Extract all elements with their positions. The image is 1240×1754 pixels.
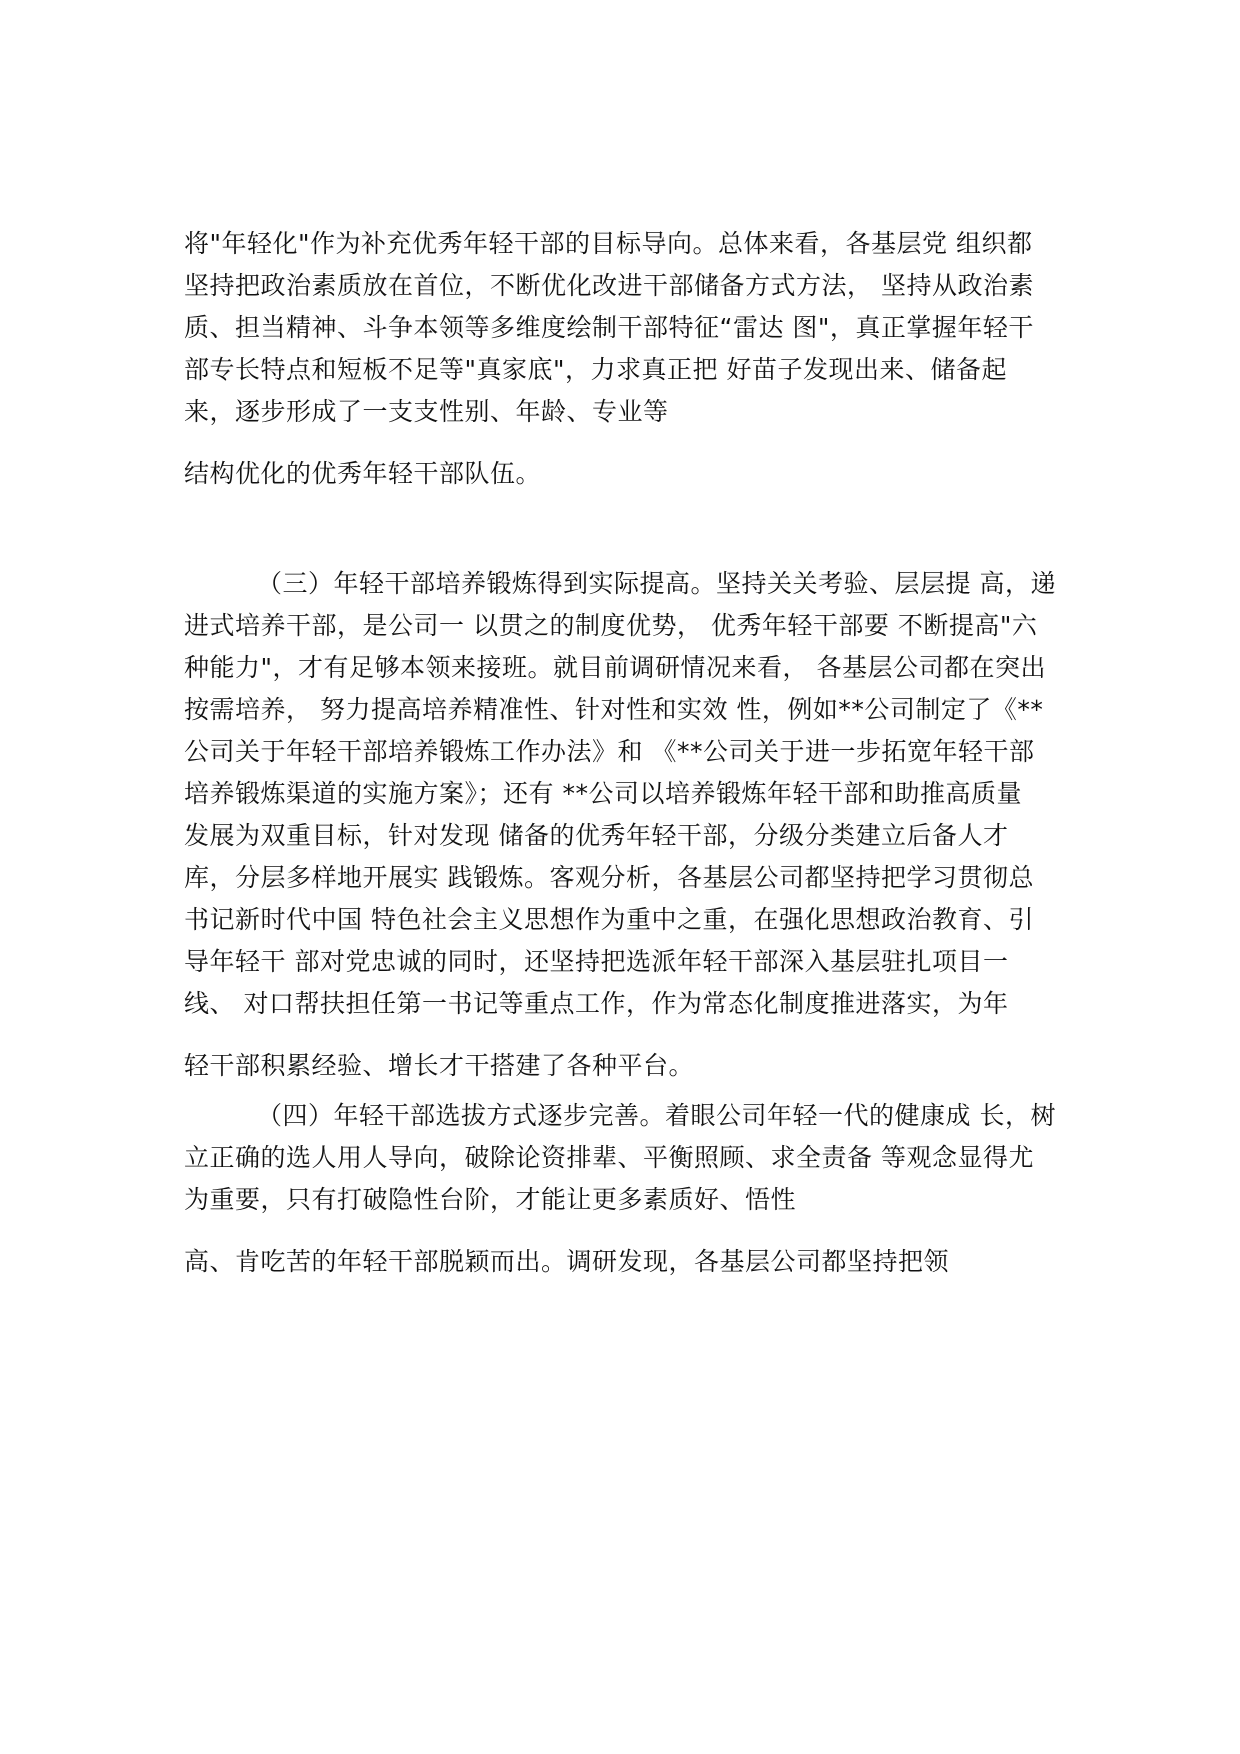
text-line: 进式培养干部，是公司一 以贯之的制度优势， 优秀年轻干部要 不断提高"六 [184, 611, 1038, 640]
text-line: 将"年轻化"作为补充优秀年轻干部的目标导向。总体来看，各基层党 组织都 [184, 229, 1033, 258]
text-line: 部专长特点和短板不足等"真家底"，力求真正把 好苗子发现出来、储备起 [184, 355, 1007, 384]
text-line: 公司关于年轻干部培养锻炼工作办法》和 《**公司关于进一步拓宽年轻干部 [184, 737, 1035, 766]
text-line: 导年轻干 部对党忠诚的同时，还坚持把选派年轻干部深入基层驻扎项目一 [184, 947, 1009, 976]
text-line: 发展为双重目标，针对发现 储备的优秀年轻干部，分级分类建立后备人才 [184, 821, 1009, 850]
text-line: 按需培养， 努力提高培养精准性、针对性和实效 性，例如**公司制定了《** [184, 695, 1044, 724]
text-line: 来，逐步形成了一支支性别、年龄、专业等 [184, 397, 669, 426]
text-line: 结构优化的优秀年轻干部队伍。 [184, 459, 542, 488]
text-line: 质、担当精神、斗争本领等多维度绘制干部特征“雷达 图"，真正掌握年轻干 [184, 313, 1034, 342]
text-line: 种能力"，才有足够本领来接班。就目前调研情况来看， 各基层公司都在突出 [184, 653, 1046, 682]
text-line: 高、肯吃苦的年轻干部脱颖而出。调研发现，各基层公司都坚持把领 [184, 1247, 950, 1276]
text-line: 库，分层多样地开展实 践锻炼。客观分析，各基层公司都坚持把学习贯彻总 [184, 863, 1034, 892]
paragraph-heading-3: （三）年轻干部培养锻炼得到实际提高。坚持关关考验、层层提 高，递 [257, 569, 1056, 598]
text-line: 线、 对口帮扶担任第一书记等重点工作，作为常态化制度推进落实，为年 [184, 989, 1009, 1018]
text-line: 书记新时代中国 特色社会主义思想作为重中之重，在强化思想政治教育、引 [184, 905, 1034, 934]
text-line: 培养锻炼渠道的实施方案》；还有 **公司以培养锻炼年轻干部和助推高质量 [184, 779, 1022, 808]
text-line: 立正确的选人用人导向，破除论资排辈、平衡照顾、求全责备 等观念显得尤 [184, 1143, 1034, 1172]
paragraph-heading-4: （四）年轻干部选拔方式逐步完善。着眼公司年轻一代的健康成 长，树 [257, 1101, 1056, 1130]
text-line: 为重要，只有打破隐性台阶，才能让更多素质好、悟性 [184, 1185, 797, 1214]
text-line: 轻干部积累经验、增长才干搭建了各种平台。 [184, 1051, 695, 1080]
text-line: 坚持把政治素质放在首位，不断优化改进干部储备方式方法， 坚持从政治素 [184, 271, 1034, 300]
